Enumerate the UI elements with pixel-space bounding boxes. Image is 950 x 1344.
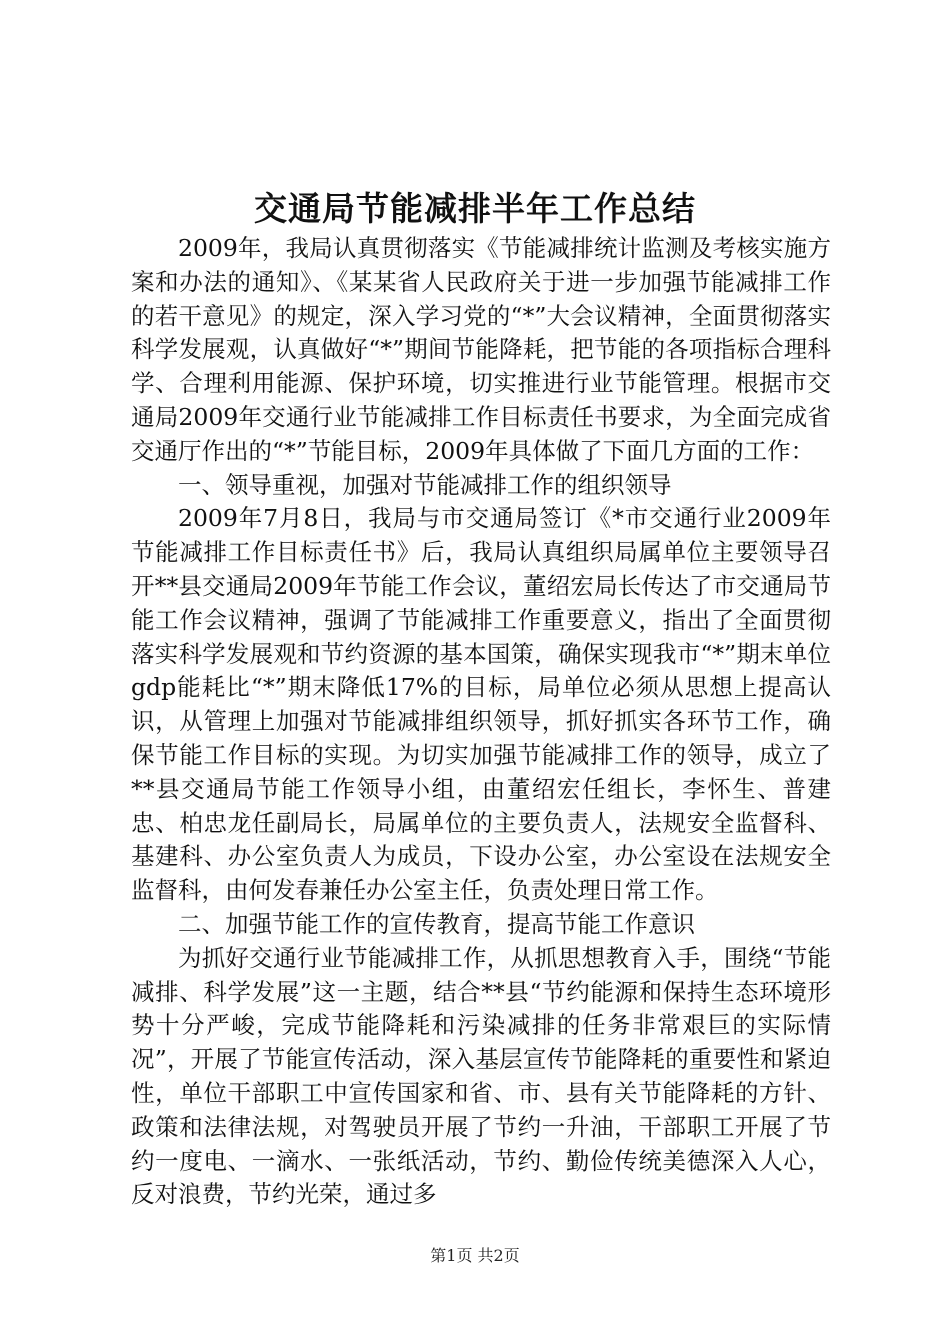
section-heading-1: 一、领导重视，加强对节能减排工作的组织领导 — [178, 470, 672, 499]
document-body — [131, 232, 831, 1212]
document-title: 交通局节能减排半年工作总结 — [254, 189, 696, 228]
paragraph-section-2: 为抓好交通行业节能减排工作，从抓思想教育入手，围绕“节能减排、科学发展”这一主题，结合**县“节约能源和保持生态环境形势十分严峻，完成节能降耗和污染减排的任务非常艰巨的实际情况”，开展了节能宣传活动，深入基层宣传节能降耗的重要性和紧迫性，单位干部职工中宣传国家和省、市、县有关节能降耗的方针、政策和法律法规，对驾驶员开展了节约一升油，干部职工开展了节约一度电、一滴水、一张纸活动，节约、勤俭传统美德深入人心，反对浪费，节约光荣，通过多 — [131, 943, 831, 1209]
paragraph-section-1: 2009年7月8日，我局与市交通局签订《*市交通行业2009年节能减排工作目标责任书》后，我局认真组织局属单位主要领导召开**县交通局2009年节能工作会议，董绍宏局长传达了市交通局节能工作会议精神，强调了节能减排工作重要意义，指出了全面贯彻落实科学发展观和节约资源的基本国策，确保实现我市“*”期末单位gdp能耗比“*”期末降低17%的目标，局单位必须从思想上提高认识，从管理上加强对节能减排组织领导，抓好抓实各环节工作，确保节能工作目标的实现。为切实加强节能减排工作的领导，成立了**县交通局节能工作领导小组，由董绍宏任组长，李怀生、普建忠、柏忠龙任副局长，局属单位的主要负责人，法规安全监督科、基建科、办公室负责人为成员，下设办公室，办公室设在法规安全监督科，由何发春兼任办公室主任，负责处理日常工作。 — [131, 504, 831, 905]
page-footer: 第1页 共2页 — [430, 1246, 520, 1265]
section-heading-2: 二、加强节能工作的宣传教育，提高节能工作意识 — [178, 909, 695, 938]
paragraph-intro: 2009年，我局认真贯彻落实《节能减排统计监测及考核实施方案和办法的通知》、《某某省人民政府关于进一步加强节能减排工作的若干意见》的规定，深入学习党的“*”大会议精神，全面贯彻落实科学发展观，认真做好“*”期间节能降耗，把节能的各项指标合理科学、合理利用能源、保护环境，切实推进行业节能管理。根据市交通局2009年交通行业节能减排工作目标责任书要求，为全面完成省交通厅作出的“*”节能目标，2009年具体做了下面几方面的工作： — [131, 234, 831, 465]
